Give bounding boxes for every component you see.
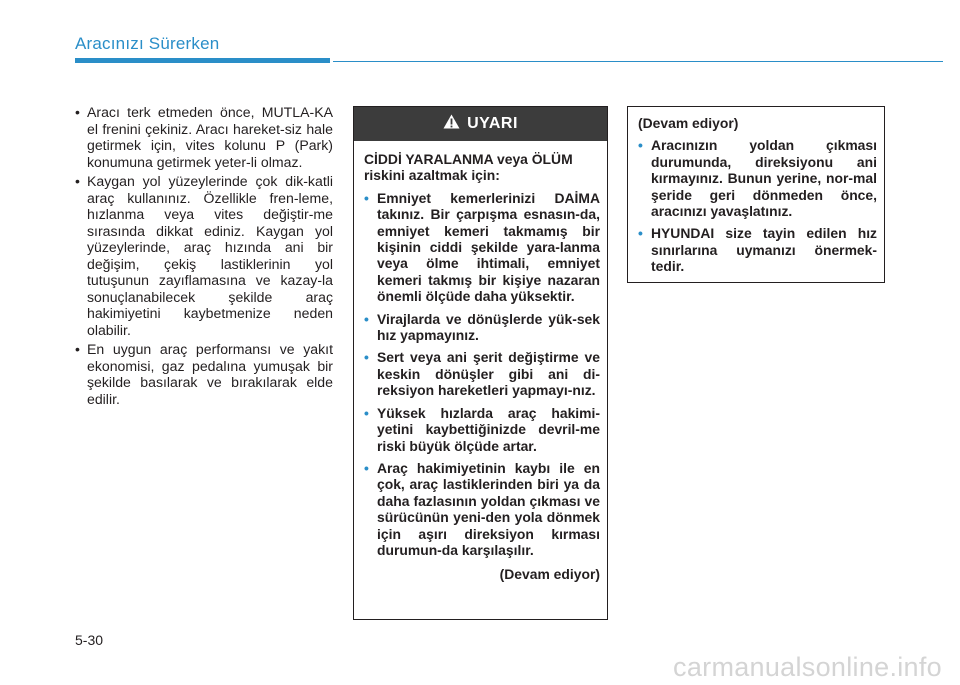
left-bullet-text: En uygun araç performansı ve yakıt ekonomisi, gaz pedalına yumuşak bir şekilde basılarak ve bırakılarak elde edilir. bbox=[87, 341, 333, 407]
bullet-dot-icon: • bbox=[75, 104, 80, 120]
continued-list bbox=[638, 137, 877, 274]
warning-triangle-icon bbox=[443, 114, 460, 134]
left-bullet-item bbox=[75, 104, 333, 170]
bullet-dot-icon: • bbox=[364, 349, 369, 366]
warning-item bbox=[364, 405, 600, 454]
left-bullet-item bbox=[75, 341, 333, 407]
warning-item-text: Virajlarda ve dönüşlerde yük-sek hız yapmayınız. bbox=[377, 310, 600, 344]
continued-warning-box bbox=[627, 106, 885, 283]
warning-body bbox=[354, 141, 607, 583]
warning-item bbox=[364, 311, 600, 344]
warning-item-text: Yüksek hızlarda araç hakimi-yetini kaybettiğinizde devril-me riski büyük ölçüde artar. bbox=[377, 404, 600, 454]
header-rule-thin bbox=[333, 61, 943, 62]
warning-item-text: Sert veya ani şerit değiştirme ve keskin dönüşler gibi ani di-reksiyon hareketleri yapmayı-nız. bbox=[377, 349, 600, 399]
warning-item bbox=[364, 190, 600, 305]
continued-item bbox=[638, 225, 877, 274]
section-title: Aracınızı Sürerken bbox=[75, 34, 220, 53]
watermark: carmanualsonline.info bbox=[673, 652, 942, 682]
bullet-dot-icon: • bbox=[638, 137, 643, 154]
bullet-dot-icon: • bbox=[638, 225, 643, 242]
left-bullet-item bbox=[75, 173, 333, 338]
warning-header bbox=[354, 107, 607, 141]
bullet-dot-icon: • bbox=[75, 341, 80, 357]
header-rule-thick bbox=[75, 58, 330, 63]
left-bullet-text: Kaygan yol yüzeylerinde çok dik-katli araç kullanınız. Özellikle fren-leme, hızlanma veya vites değiştir-me sırasında dikkat ediniz. Kaygan yol yüzeylerinde, araç hızında ani bir değişim, çekiş lastiklerinin yol tutuşunun zayıflamasına ve kazay-la sonuçlanabilecek şekilde araç hakimiyetini kaybetmenize neden olabilir. bbox=[87, 173, 333, 338]
continued-item-text: Aracınızın yoldan çıkması durumunda, direksiyonu ani kırmayınız. Bunun yerine, nor-mal şeride geri dönmeden önce, aracınızı yavaşlatınız. bbox=[651, 137, 877, 220]
page-number: 5-30 bbox=[75, 632, 104, 648]
warning-item bbox=[364, 349, 600, 398]
warning-item-text: Emniyet kemerlerinizi DAİMA takınız. Bir çarpışma esnasın-da, emniyet kemeri takmamış bir kişinin ciddi şekilde yara-lanma veya ölme ihtimali, emniyet kemeri takmış bir kişiye nazaran önemli ölçüde daha yüksektir. bbox=[377, 189, 600, 305]
warning-intro: CİDDİ YARALANMA veya ÖLÜM riskini azaltmak için: bbox=[364, 151, 573, 184]
bullet-dot-icon: • bbox=[364, 310, 369, 327]
continued-heading: (Devam ediyor) bbox=[638, 115, 739, 131]
bullet-dot-icon: • bbox=[75, 173, 80, 189]
bullet-dot-icon: • bbox=[364, 459, 369, 476]
left-column bbox=[75, 104, 333, 410]
warning-list bbox=[364, 190, 600, 559]
warning-item bbox=[364, 460, 600, 558]
left-bullet-list bbox=[75, 104, 333, 407]
warning-box bbox=[353, 106, 608, 620]
warning-title: UYARI bbox=[467, 115, 518, 132]
bullet-dot-icon: • bbox=[364, 404, 369, 421]
left-bullet-text: Aracı terk etmeden önce, MUTLA-KA el frenini çekiniz. Aracı hareket-siz hale getirmek için, vites kolunu P (Park) konumuna getirmek yeter-li olmaz. bbox=[87, 104, 333, 170]
continued-body bbox=[628, 107, 884, 275]
continued-item-text: HYUNDAI size tayin edilen hız sınırlarına uymanızı önermek-tedir. bbox=[651, 225, 877, 275]
warning-item-text: Araç hakimiyetinin kaybı ile en çok, araç lastiklerinden biri ya da daha fazlasının yoldan çıkması ve sürücünün yeni-den yola dönmek için aşırı direksiyon kırması durumun-da karşılaşılır. bbox=[377, 459, 600, 558]
continued-label: (Devam ediyor) bbox=[499, 566, 600, 583]
continued-item bbox=[638, 137, 877, 219]
bullet-dot-icon: • bbox=[364, 189, 369, 206]
